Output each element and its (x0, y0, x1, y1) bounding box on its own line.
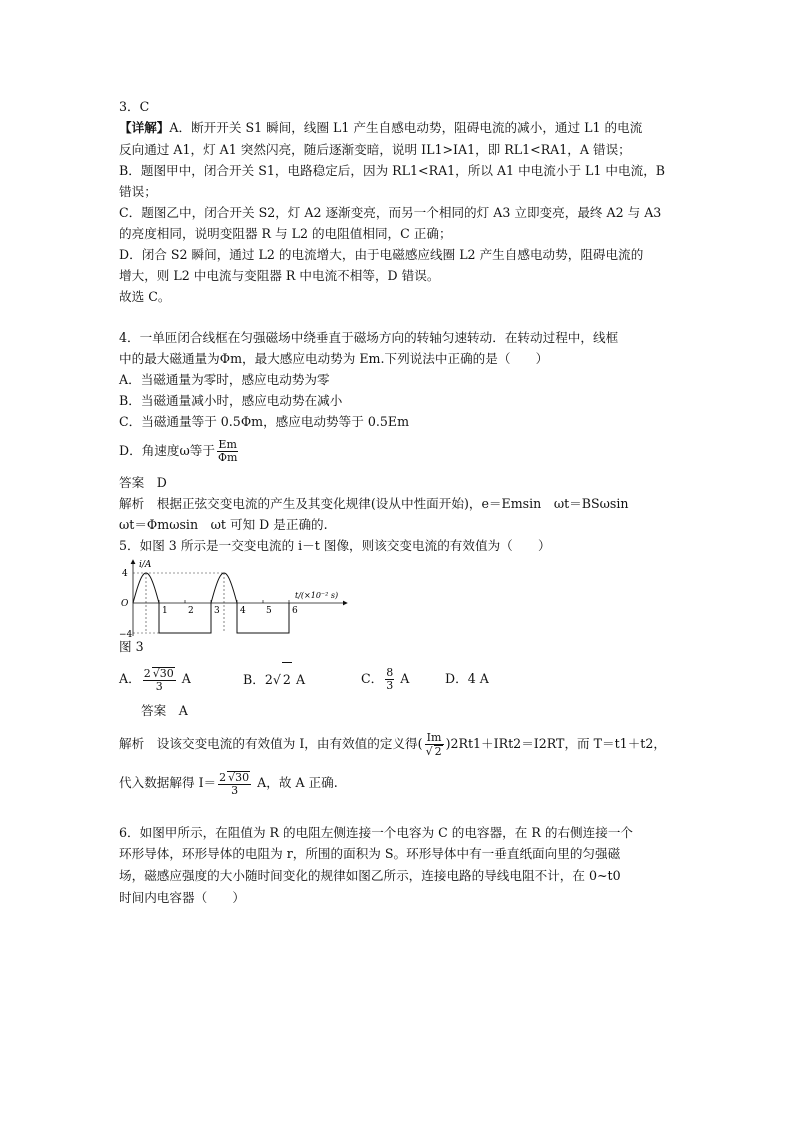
radicand: 2 (434, 744, 442, 758)
x-axis-label: t/(×10⁻² s) (295, 591, 339, 600)
analysis-fraction (425, 732, 444, 758)
fraction-denominator: 3 (155, 679, 163, 693)
option-a-label: A． (119, 671, 141, 686)
q4-analysis-1: 解析 根据正弦交变电流的产生及其变化规律(设从中性面开始)，e＝Emsin ωt＝BSωsin (119, 496, 629, 511)
q4-option-d (119, 436, 240, 466)
sqrt-sign: √ (272, 672, 281, 687)
fraction-numerator (143, 667, 176, 681)
q4-option-c: C．当磁通量等于 0.5Φm，感应电动势等于 0.5Em (119, 414, 410, 429)
q5-answer: 答案 A (141, 703, 188, 718)
radicand: 30 (235, 770, 250, 784)
option-c-fraction (385, 667, 394, 692)
fraction-denominator: 3 (231, 783, 239, 797)
q5-analysis-1 (119, 728, 666, 760)
x-tick-label: 3 (214, 606, 220, 616)
q3-line-3: B．题图甲中，闭合开关 S1，电路稳定后，因为 RL1<RA1，所以 A1 中电流小于 L1 中电流，B (119, 163, 666, 178)
q3-head: 3．C (119, 99, 150, 114)
q3-line-4: 错误； (119, 184, 157, 199)
q4-analysis-2: ωt＝Φmωsin ωt 可知 D 是正确的. (119, 517, 328, 532)
option-b-label: B．2 (243, 672, 273, 687)
q5-line-1: 5．如图 3 所示是一交变电流的 i－t 图像，则该交变电流的有效值为（ ） (119, 538, 551, 553)
q3-line-5: C．题图乙中，闭合开关 S2，灯 A2 逐渐变亮，而另一个相同的灯 A3 立即变亮，最终 A2 与 A3 (119, 205, 662, 220)
fraction-denominator: 3 (386, 679, 394, 692)
option-c-label: C． (361, 671, 384, 686)
coef: 2 (219, 770, 227, 784)
q5-option-d: D．4 A (445, 671, 489, 686)
analysis-text: )2Rt1＋I (445, 736, 499, 751)
x-tick-label: 4 (240, 606, 246, 616)
q5-option-a (119, 662, 191, 696)
q3-text-1: A．断开开关 S1 瞬间，线圈 L1 产生自感电动势，阻碍电流的减小，通过 L1 的电流 (169, 120, 643, 135)
analysis-text: 代入数据解得 I＝ (119, 775, 217, 790)
q4-line-2: 中的最大磁通量为Φm，最大感应电动势为 Em.下列说法中正确的是（ ） (119, 351, 549, 366)
unit: A (181, 671, 191, 686)
sqrt-radicand (227, 771, 250, 784)
x-tick-label: 6 (292, 606, 298, 616)
fraction-numerator: Em (218, 438, 237, 451)
y-tick-label: 4 (122, 569, 128, 579)
q6-line-1: 6．如图甲所示，在阻值为 R 的电阻左侧连接一个电容为 C 的电容器，在 R 的右侧连接一个 (119, 825, 634, 840)
coef: 2 (143, 666, 151, 680)
fraction-numerator: Im (425, 732, 444, 745)
q5-option-c (361, 662, 409, 696)
q5-analysis-2 (119, 766, 338, 800)
fraction-numerator: 8 (386, 666, 394, 679)
analysis-fraction (218, 771, 251, 797)
q6-line-4: 时间内电容器（ ） (119, 890, 245, 905)
q4-option-d-label: D．角速度ω等于 (119, 443, 215, 458)
x-tick-label: 2 (188, 606, 194, 616)
fraction-denominator (425, 745, 444, 758)
unit: A (295, 672, 306, 687)
radicand: 30 (159, 666, 174, 680)
analysis-text: Rt2＝I2RT，而 T＝t1＋t2， (498, 736, 666, 751)
q5-figure-caption: 图 3 (119, 639, 144, 654)
q3-line-2: 反向通过 A1，灯 A1 突然闪亮，随后逐渐变暗，说明 IL1>IA1，即 RL1<RA1，A 错误； (119, 142, 631, 157)
q5-options (119, 662, 599, 696)
q3-line-6: 的亮度相同，说明变阻器 R 与 L2 的电阻值相同，C 正确； (119, 226, 452, 241)
option-a-fraction (143, 667, 176, 693)
sqrt-sign: √ (152, 666, 160, 680)
fraction-denominator: Φm (217, 451, 238, 464)
q3-line-9: 故选 C。 (119, 289, 171, 304)
q4-answer: 答案 D (119, 475, 167, 490)
radicand: 2 (282, 662, 292, 697)
q5-option-b (243, 662, 305, 697)
q4-option-d-fraction (217, 439, 238, 464)
y-tick-label: −4 (119, 630, 133, 640)
y-axis-label: i/A (139, 560, 152, 570)
q5-it-chart (119, 558, 359, 640)
q4-option-a: A．当磁通量为零时，感应电动势为零 (119, 372, 330, 387)
q3-line-7: D．闭合 S2 瞬间，通过 L2 的电流增大，由于电磁感应线圈 L2 产生自感电动势，阻碍电流的 (119, 247, 644, 262)
q6-line-3: 场，磁感应强度的大小随时间变化的规律如图乙所示，连接电路的导线电阻不计，在 0~t0 (119, 868, 621, 883)
fraction-numerator (218, 771, 251, 785)
q4-line-1: 4．一单匝闭合线框在匀强磁场中绕垂直于磁场方向的转轴匀速转动．在转动过程中，线框 (119, 330, 619, 345)
x-tick-label: 1 (162, 606, 168, 616)
y-tick-label: O (121, 599, 129, 609)
q3-line-8: 增大，则 L2 中电流与变阻器 R 中电流不相等，D 错误。 (119, 268, 440, 283)
q3-tag: 【详解】 (119, 120, 170, 135)
sqrt-radicand (152, 667, 175, 680)
x-tick-label: 5 (266, 606, 272, 616)
analysis-text: 解析 设该交变电流的有效值为 I，由有效值的定义得( (119, 736, 423, 751)
unit: A (400, 671, 410, 686)
q4-option-b: B．当磁通量减小时，感应电动势在减小 (119, 393, 343, 408)
sqrt-sign: √ (425, 744, 433, 758)
analysis-text: A，故 A 正确. (253, 775, 338, 790)
q3-line-1 (119, 120, 642, 136)
q6-line-2: 环形导体，环形导体的电阻为 r，所围的面积为 S。环形导体中有一垂直纸面向里的匀强磁 (119, 846, 621, 861)
sqrt-sign: √ (228, 770, 236, 784)
